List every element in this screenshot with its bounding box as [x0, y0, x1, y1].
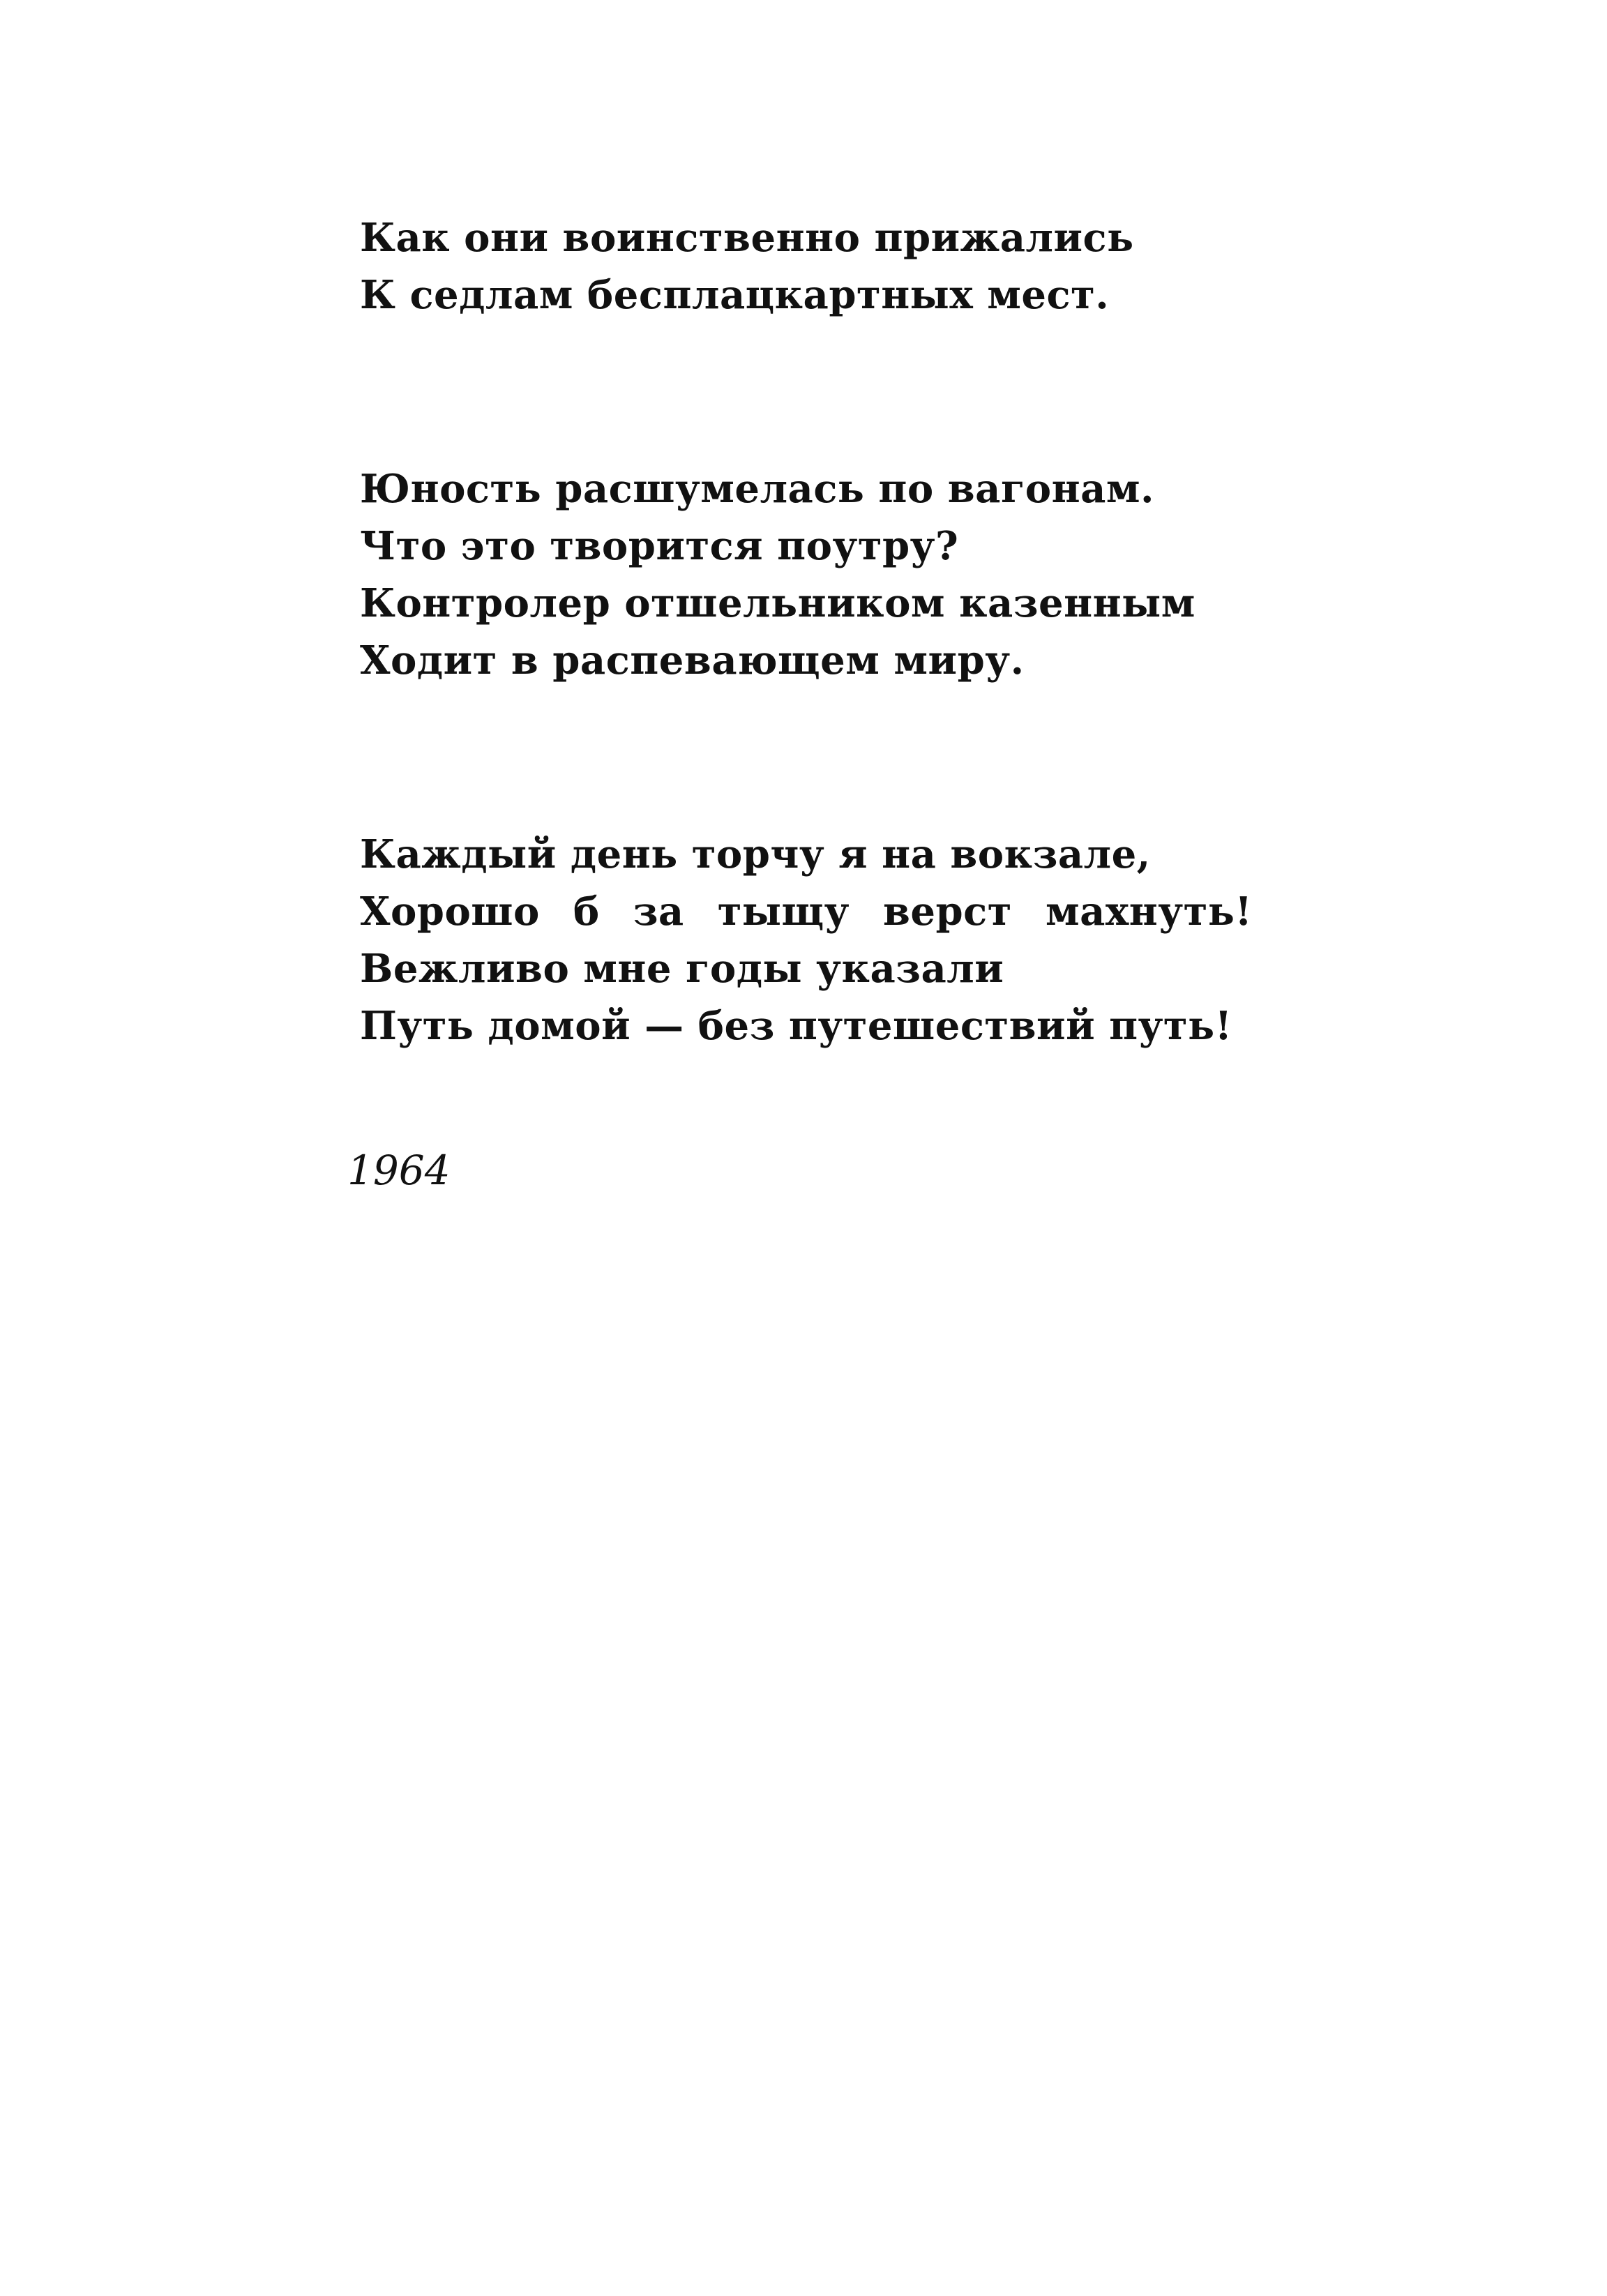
- poem-line: Контролер отшельником казенным: [360, 580, 1195, 626]
- poem-line: К седлам бесплацкартных мест.: [360, 272, 1110, 318]
- poem-line: Ходит в распевающем миру.: [360, 637, 1025, 683]
- stanza-2: [360, 460, 1546, 689]
- poem-line: Юность расшумелась по вагонам.: [360, 466, 1155, 512]
- poem-year: 1964: [347, 1147, 451, 1194]
- poem-line: Вежливо мне годы указали: [360, 946, 1004, 992]
- poem-body: [360, 209, 1546, 1055]
- poem-line: Путь домой — без путешествий путь!: [360, 1003, 1232, 1049]
- poem-line: Как они воинственно прижались: [360, 215, 1134, 261]
- poem-line: Хорошо б за тыщу верст махнуть!: [360, 889, 1253, 935]
- poem-line: Каждый день торчу я на вокзале,: [360, 831, 1151, 877]
- stanza-3: [360, 826, 1546, 1055]
- poem-line: Что это творится поутру?: [360, 523, 959, 569]
- stanza-1: [360, 209, 1546, 324]
